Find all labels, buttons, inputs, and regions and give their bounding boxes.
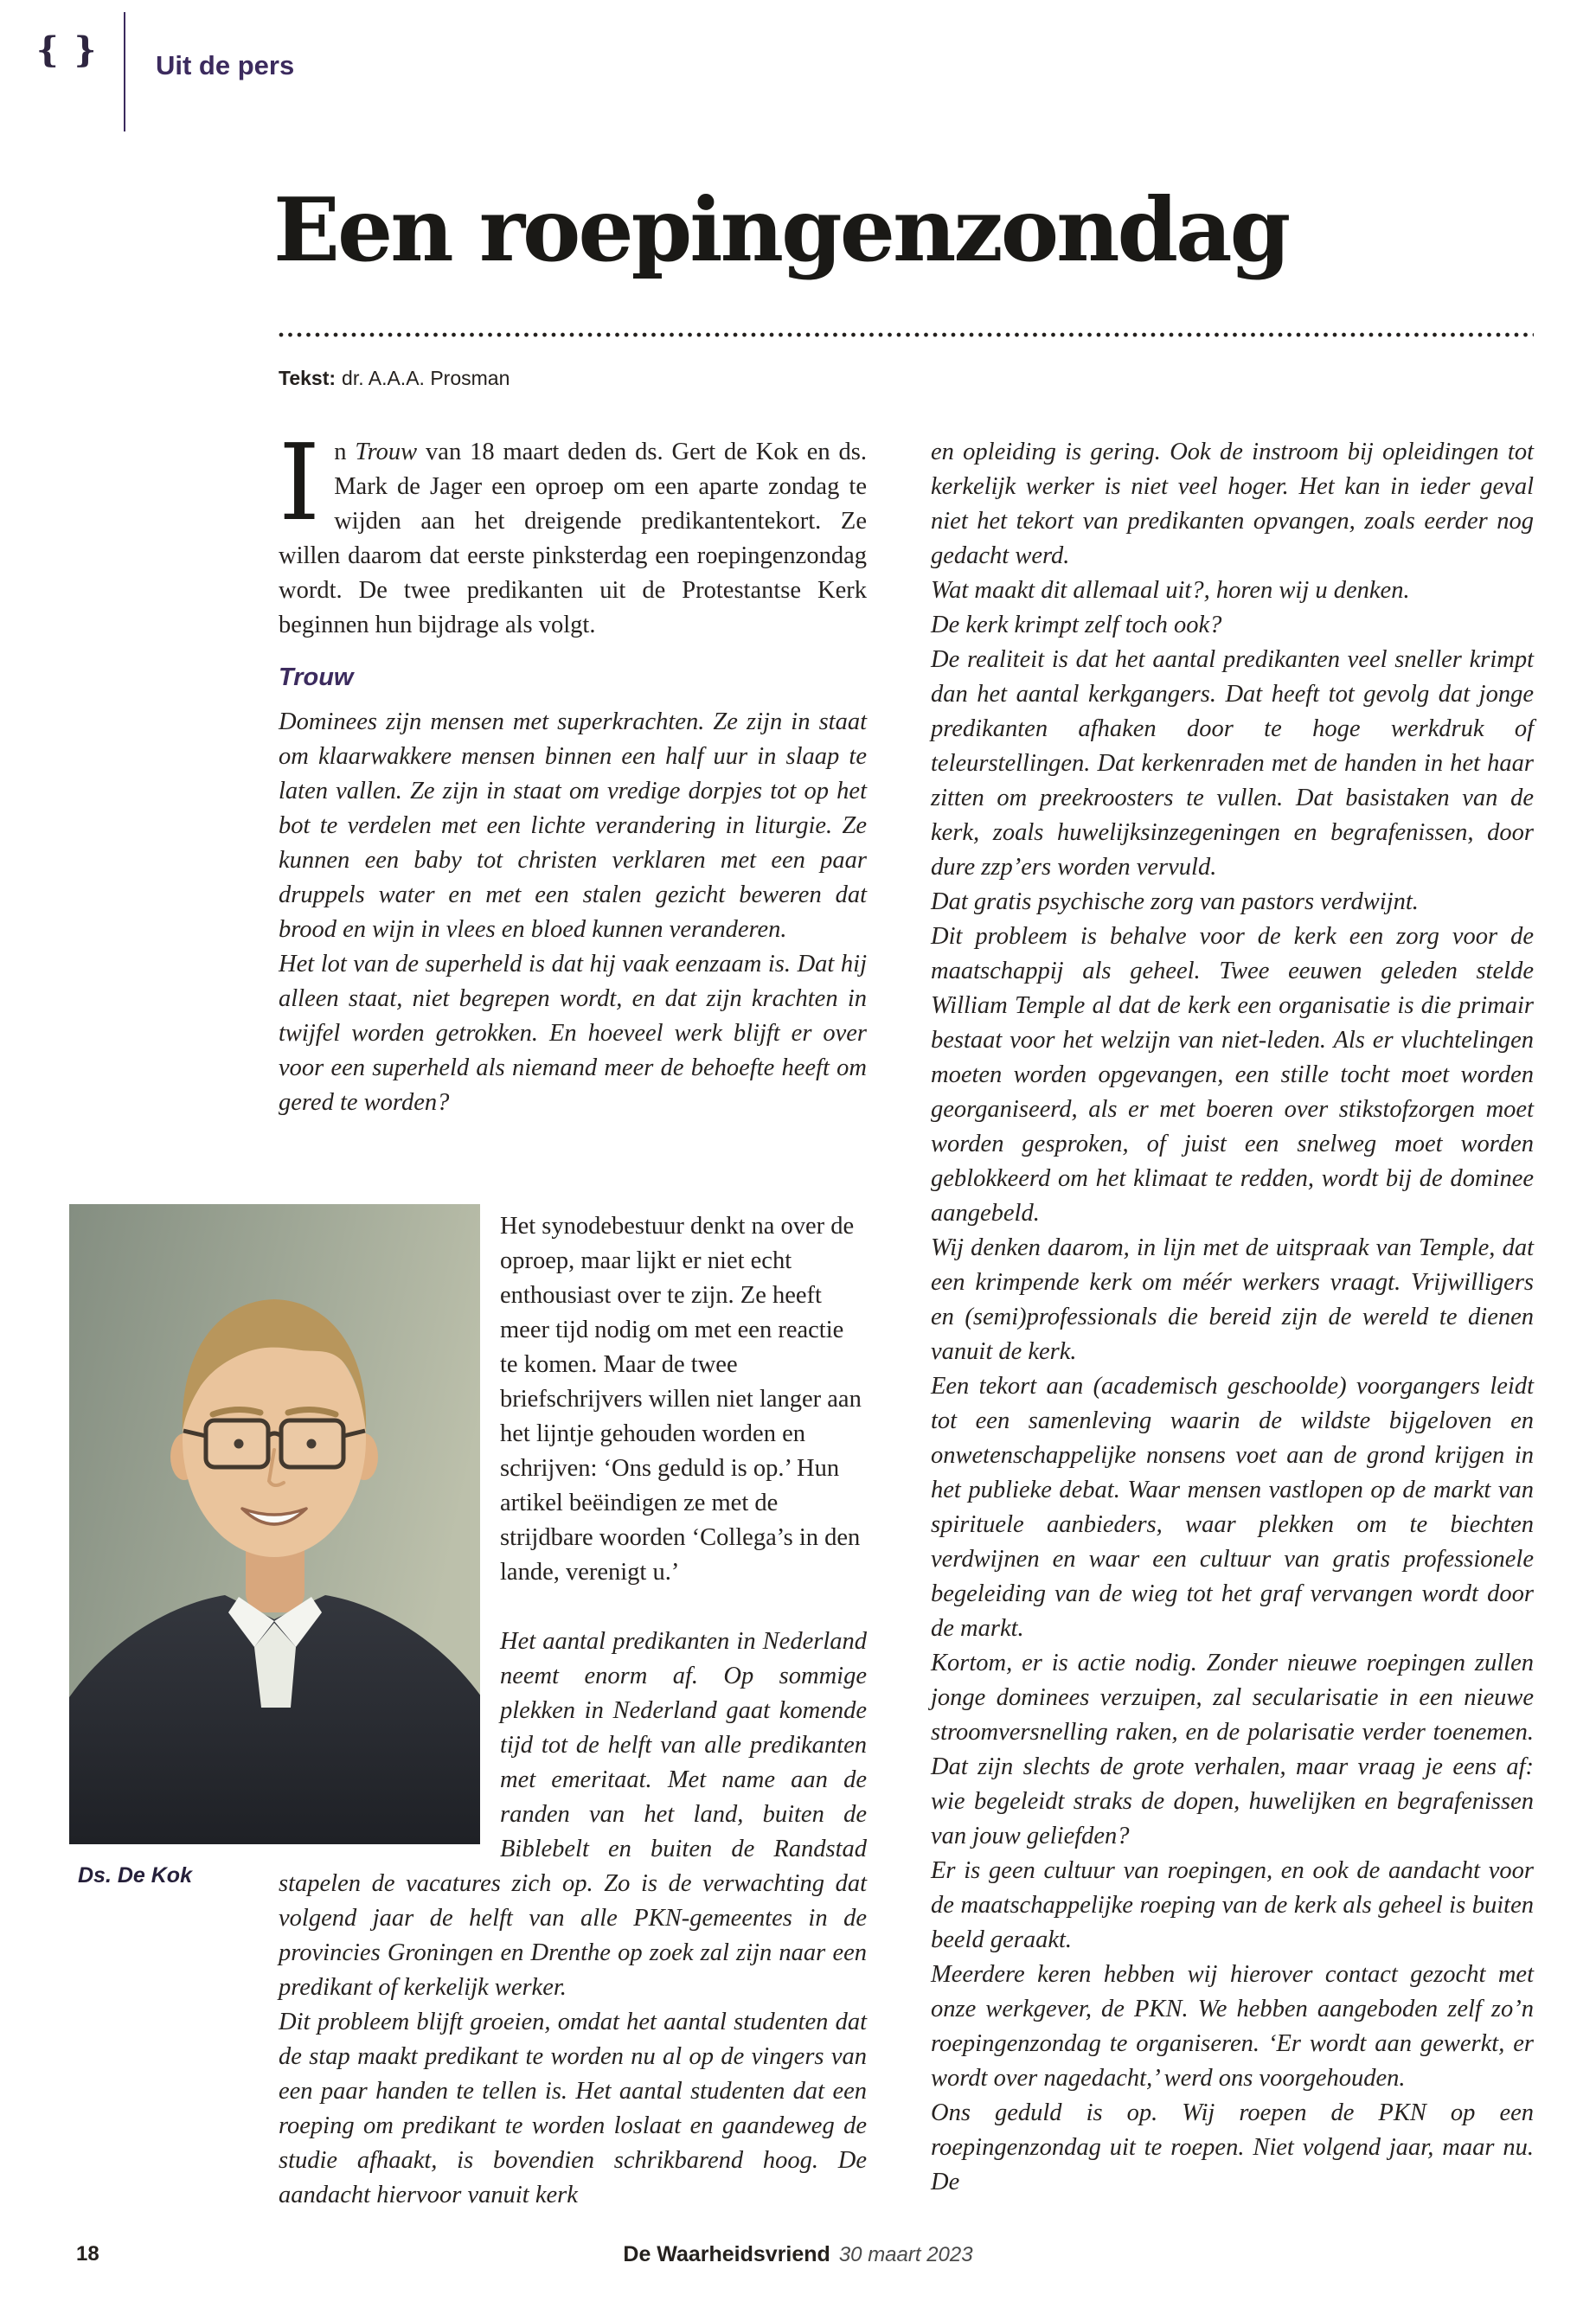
dropcap: I — [279, 421, 321, 544]
quote-paragraph: Er is geen cultuur van roepingen, en ook de aandacht voor de maatschappelijke roeping van de kerk als geheel is buiten beeld geraakt. — [931, 1857, 1534, 1953]
quote-paragraph: Wij denken daarom, in lijn met de uitspraak van Temple, dat een krimpende kerk om méér werkers vraagt. Vrijwilligers en (semi)professionals die bereid zijn de wereld te dienen vanuit de kerk. — [931, 1234, 1534, 1365]
quote-paragraph: Dat gratis psychische zorg van pastors verdwijnt. — [931, 888, 1419, 915]
article-title: Een roepingenzondag — [273, 178, 1289, 281]
quote-paragraph: De kerk krimpt zelf toch ook? — [931, 612, 1222, 638]
glasses-lens-right — [281, 1420, 343, 1467]
byline — [279, 367, 510, 390]
quote-paragraph: Dominees zijn mensen met superkrachten. Ze zijn in staat om klaarwakkere mensen binnen een half uur in slaap te laten vallen. Ze zijn in staat om vredige dorpjes tot op het bot te verdelen met een lichte verandering in liturgie. Ze kunnen een baby tot christen verklaren met een paar druppels water en met een stalen gezicht beweren dat brood en wijn in vlees en bloed kunnen veranderen. — [279, 708, 867, 943]
quote-paragraph: en opleiding is gering. Ook de instroom bij opleidingen tot kerkelijk werker is niet veel hoger. Het kan in ieder geval niet het tekort van predikanten opvangen, zoals eerder nog gedacht werd. — [931, 439, 1534, 569]
quote-paragraph: Kortom, er is actie nodig. Zonder nieuwe roepingen zullen jonge dominees verzuipen, zal secularisatie in een nieuwe stroomversnelling raken, en de polarisatie verder toenemen. Dat zijn slechts de grote verhalen, maar vraag je eens af: wie begeleidt straks de dopen, huwelijken en begrafenissen van jouw geliefden? — [931, 1650, 1534, 1849]
intro-text-rest: van 18 maart deden ds. Gert de Kok en ds. Mark de Jager een oproep om een aparte zondag te wijden aan het dreigende predikantentekort. Ze willen daarom dat eerste pinksterdag een roepingenzondag wordt. De twee predikanten uit de Protestantse Kerk beginnen hun bijdrage als volgt. — [279, 439, 868, 638]
brand-brace-icon: { } — [36, 29, 99, 70]
portrait-photo — [69, 1204, 480, 1888]
byline-name: dr. A.A.A. Prosman — [342, 367, 510, 389]
quote-paragraph: Dit probleem is behalve voor de kerk een zorg voor de maatschappij als geheel. Twee eeuwen geleden stelde William Temple al dat de kerk een organisatie is die primair bestaat voor het welzijn van niet-leden. Als er vluchtelingen moeten worden opgevangen, een stille tocht moet worden georganiseerd, als er met boeren over stikstofzorgen moet worden gesproken, of juist een snelweg moet worden geblokkeerd om het klimaat te redden, wordt bij de dominee aangebeld. — [931, 923, 1534, 1227]
quote-paragraph: Het lot van de superheld is dat hij vaak eenzaam is. Dat hij alleen staat, niet begrepen wordt, en dat zijn krachten in twijfel worden getrokken. En hoeveel werk blijft er over voor een superheld als niemand meer de behoefte heeft om gered te worden? — [279, 951, 867, 1116]
kicker-divider-rule — [124, 12, 125, 131]
quote-paragraph: Ons geduld is op. Wij roepen de PKN op een roepingenzondag uit te roepen. Niet volgend jaar, maar nu. De — [931, 2099, 1534, 2195]
quote-paragraph: Meerdere keren hebben wij hierover contact gezocht met onze werkgever, de PKN. We hebben aangeboden zelf zo’n roepingenzondag te organiseren. ‘Er wordt aan gewerkt, er wordt over nagedacht,’ werd ons voorgehouden. — [931, 1961, 1534, 2092]
publication-date: 30 maart 2023 — [838, 2243, 973, 2266]
quote-paragraph: Dit probleem blijft groeien, omdat het aantal studenten dat de stap maakt predikant te worden nu al op de vingers van een paar handen te tellen is. Het aantal studenten dat een roeping om predikant te worden loslaat en gaandeweg de studie afhaakt, is bovendien schrikbarend hoog. De aandacht hiervoor vanuit kerk — [279, 2009, 867, 2208]
quote-paragraph: Het aantal predikanten in Nederland neemt enorm af. Op sommige plekken in Nederland gaat komende tijd tot de helft van alle predikanten met emeritaat. Met name aan de randen van het land, buiten de Biblebelt en buiten de Randstad stapelen de vacatures zich op. Zo is de verwachting dat volgend jaar de helft van alle PKN-gemeentes in de provincies Groningen en Drenthe op zoek zal zijn naar een predikant of kerkelijk werker. — [279, 1628, 867, 2001]
section-heading-trouw: Trouw — [279, 663, 354, 691]
quote-paragraph: De realiteit is dat het aantal predikanten veel sneller krimpt dan het aantal kerkgangers. Dat heeft tot gevolg dat jonge predikanten afhaken door te hoge werkdruk of teleurstellingen. Dat kerkenraden met de handen in het haar zitten om preekroosters te vullen. Dat basistaken van de kerk, zoals huwelijksinzegeningen en begrafenissen, door dure zzp’ers worden vervuld. — [931, 646, 1534, 881]
portrait-photo-image — [69, 1204, 480, 1844]
glasses-lens-left — [206, 1420, 268, 1467]
right-column — [931, 435, 1534, 2200]
title-dotted-rule — [279, 332, 1534, 337]
left-column-top — [279, 421, 868, 1120]
quote-paragraph: Wat maakt dit allemaal uit?, horen wij u denken. — [931, 577, 1410, 604]
byline-label: Tekst: — [279, 367, 337, 389]
intro-text-start: n — [334, 439, 356, 465]
glasses-bridge — [268, 1433, 281, 1436]
section-kicker: Uit de pers — [156, 50, 295, 80]
footer-publication-line — [0, 2242, 1596, 2267]
intro-paragraph — [279, 421, 868, 643]
photo-caption: Ds. De Kok — [78, 1863, 192, 1888]
quote-paragraph: Een tekort aan (academisch geschoolde) voorgangers leidt tot een samenleving waarin de wildste bijgeloven en onwetenschappelijke nonsens voet aan de grond krijgen in het publieke debat. Waar mensen vastlopen op de markt van spirituele aanbieders, waar plekken om te biechten verdwijnen en waar een cultuur van gratis professionele begeleiding van de wieg tot het graf vervangen wordt door de markt. — [931, 1373, 1534, 1642]
intro-publication-name: Trouw — [355, 439, 418, 465]
page-number: 18 — [76, 2242, 99, 2266]
publication-name: De Waarheidsvriend — [623, 2242, 830, 2266]
commentary-paragraph: Het synodebestuur denkt na over de oproep, maar lijkt er niet echt enthousiast over te zijn. Ze heeft meer tijd nodig om met een reactie te komen. Maar de twee briefschrijvers willen niet langer aan het lijntje gehouden worden en schrijven: ‘Ons geduld is op.’ Hun artikel beëindigen ze met de strijdbare woorden ‘Collega’s in den lande, verenigt u.’ — [500, 1213, 862, 1586]
